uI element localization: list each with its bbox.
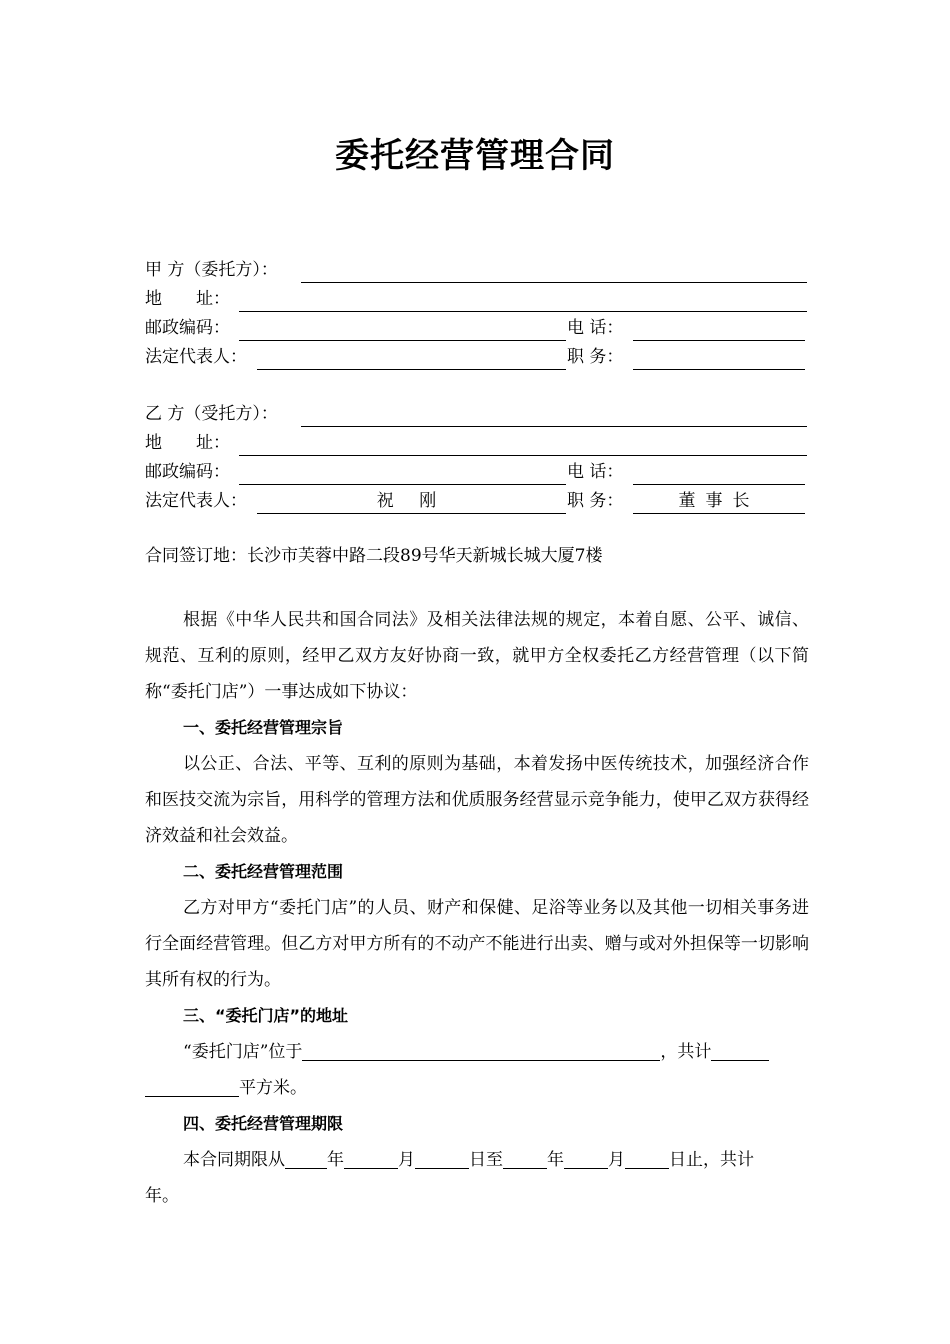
preamble: 根据《中华人民共和国合同法》及相关法律法规的规定，本着自愿、公平、诚信、规范、互利的原则，经甲乙双方友好协商一致，就甲方全权委托乙方经营管理（以下简称“委托门店”）一事达成如下协议： <box>145 610 809 702</box>
section-3-body-end: 平方米。 <box>239 1078 307 1098</box>
store-address-field[interactable] <box>302 1038 660 1061</box>
start-day-field[interactable] <box>415 1146 469 1169</box>
end-year-field[interactable] <box>503 1146 547 1169</box>
end-day-field[interactable] <box>625 1146 669 1169</box>
party-a-name-row <box>145 256 809 284</box>
party-b-postcode-label: 邮政编码： <box>145 462 230 482</box>
party-b-address-field[interactable] <box>239 455 807 456</box>
start-month-field[interactable] <box>344 1146 398 1169</box>
party-a-postcode-label: 邮政编码： <box>145 318 230 338</box>
section-3-body-cont <box>145 1070 809 1106</box>
party-b-phone-field[interactable] <box>633 484 805 485</box>
party-b-name-row <box>145 400 809 428</box>
store-area-field-part2[interactable] <box>145 1074 239 1097</box>
party-a-legal-rep-label: 法定代表人： <box>145 347 247 367</box>
party-b-postcode-row <box>145 458 809 486</box>
party-a-legal-rep-row <box>145 343 809 371</box>
party-b-legal-rep-label: 法定代表人： <box>145 491 247 511</box>
start-year-field[interactable] <box>285 1146 327 1169</box>
party-a-name-label: 甲 方（委托方）： <box>145 260 278 280</box>
unit-month-1: 月 <box>398 1150 415 1170</box>
unit-year-1: 年 <box>327 1150 344 1170</box>
section-3-heading: 三、“委托门店”的地址 <box>183 1006 349 1025</box>
party-b-name-field[interactable] <box>301 426 807 427</box>
signing-place <box>145 542 809 570</box>
party-a-position-field[interactable] <box>633 369 805 370</box>
page-title: 委托经营管理合同 <box>335 136 615 176</box>
party-b-address-label: 地 址： <box>145 433 230 453</box>
party-a-address-row <box>145 285 809 313</box>
party-b-legal-rep-row <box>145 487 809 515</box>
end-month-field[interactable] <box>564 1146 608 1169</box>
unit-year-2: 年 <box>547 1150 564 1170</box>
contract-body <box>145 602 809 1214</box>
section-1-heading: 一、委托经营管理宗旨 <box>183 718 344 737</box>
party-b-address-row <box>145 429 809 457</box>
section-4-heading: 四、委托经营管理期限 <box>183 1114 344 1133</box>
party-b-phone-label: 电 话： <box>567 462 624 482</box>
section-4-body-start: 本合同期限从 <box>183 1150 285 1170</box>
party-b-position-label: 职 务： <box>567 491 624 511</box>
party-b-legal-rep-value: 祝 刚 <box>376 491 447 511</box>
unit-day-end: 日止，共计 <box>669 1150 754 1170</box>
party-a-position-label: 职 务： <box>567 347 624 367</box>
party-a-address-field[interactable] <box>239 311 807 312</box>
section-3-body-start: “委托门店”位于 <box>183 1042 303 1062</box>
section-4-body <box>145 1142 809 1178</box>
section-2-body: 乙方对甲方“委托门店”的人员、财产和保健、足浴等业务以及其他一切相关事务进行全面经营管理。但乙方对甲方所有的不动产不能进行出卖、赠与或对外担保等一切影响其所有权的行为。 <box>145 898 809 990</box>
unit-month-2: 月 <box>608 1150 625 1170</box>
party-a-phone-label: 电 话： <box>567 318 624 338</box>
party-b-name-label: 乙 方（受托方）： <box>145 404 278 424</box>
signing-place-text: 合同签订地：长沙市芙蓉中路二段89号华天新城长城大厦7楼 <box>145 546 603 566</box>
party-a-address-label: 地 址： <box>145 289 230 309</box>
party-a-phone-field[interactable] <box>633 340 805 341</box>
party-a-name-field[interactable] <box>301 282 807 283</box>
party-a-postcode-field[interactable] <box>239 340 566 341</box>
unit-day-to: 日至 <box>469 1150 503 1170</box>
section-2-heading: 二、委托经营管理范围 <box>183 862 344 881</box>
party-a-postcode-row <box>145 314 809 342</box>
section-1-body: 以公正、合法、平等、互利的原则为基础，本着发扬中医传统技术，加强经济合作和医技交流为宗旨，用科学的管理方法和优质服务经营显示竞争能力，使甲乙双方获得经济效益和社会效益。 <box>145 754 809 846</box>
party-a-legal-rep-field[interactable] <box>257 369 566 370</box>
store-area-field-part1[interactable] <box>711 1038 769 1061</box>
party-b-postcode-field[interactable] <box>239 484 566 485</box>
section-3-body-mid: ，共计 <box>660 1042 712 1062</box>
section-3-body <box>145 1034 809 1070</box>
party-b-position-value: 董事长 <box>678 491 760 511</box>
section-4-body-cont: 年。 <box>145 1186 179 1206</box>
